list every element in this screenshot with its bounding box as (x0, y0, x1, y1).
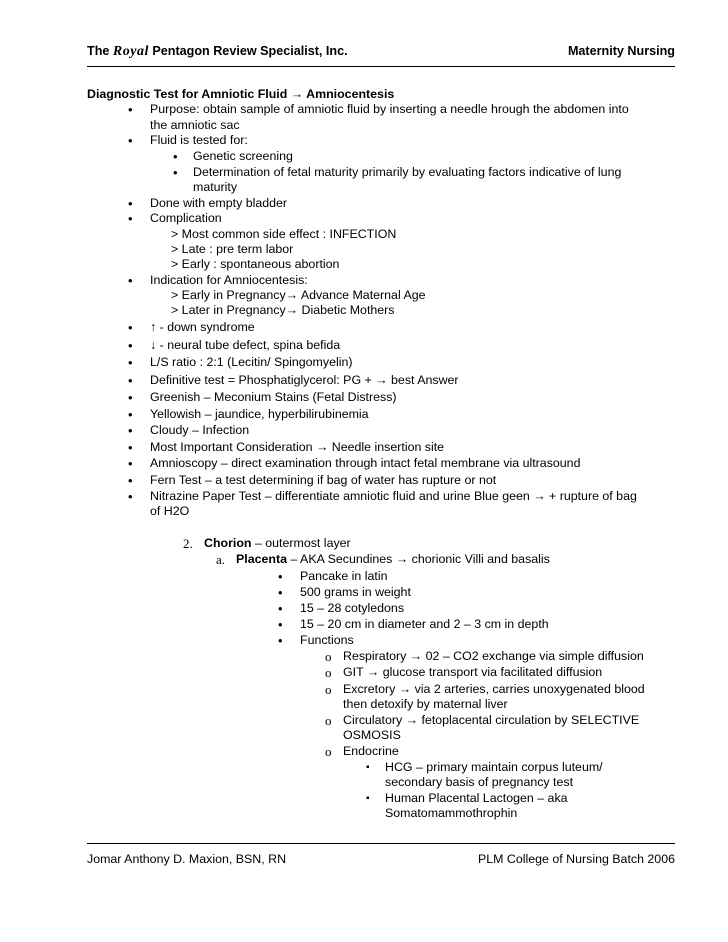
complication-1: > Most common side effect : INFECTION (171, 227, 397, 241)
cloudy: Cloudy – Infection (150, 423, 250, 437)
placenta-item: 15 – 28 cotyledons (300, 601, 405, 615)
bullet: • (128, 338, 133, 353)
endocrine-hcg-2: secondary basis of pregnancy test (385, 775, 574, 789)
fern-test: Fern Test – a test determining if bag of water has rupture or not (150, 473, 497, 487)
chorion-heading (204, 536, 351, 551)
bullet: • (173, 149, 178, 164)
bullet: • (173, 165, 178, 180)
bullet: • (128, 355, 133, 370)
function-excretory-1: Excretory → via 2 arteries, carries unoxygenated blood (343, 682, 645, 696)
endocrine-hpl-2: Somatomammothrophin (385, 806, 518, 820)
bullet: • (128, 196, 133, 211)
indication: Indication for Amniocentesis: (150, 273, 308, 287)
header-royal-logo: Royal (112, 44, 149, 59)
page-header (87, 44, 675, 60)
placenta-item: Pancake in latin (300, 569, 388, 583)
bullet: • (128, 489, 133, 504)
tested-maturity-1: Determination of fetal maturity primarily by evaluating factors indicative of lung (193, 165, 622, 179)
circle-bullet: o (325, 665, 332, 680)
circle-bullet: o (325, 744, 332, 759)
important-consideration: Most Important Consideration → Needle insertion site (150, 440, 445, 454)
bullet: • (128, 211, 133, 226)
bullet: • (128, 407, 133, 422)
complication-2: > Late : pre term labor (171, 242, 294, 256)
placenta-functions: Functions (300, 633, 354, 647)
bullet: • (278, 585, 283, 600)
up-arrow-item: ↑ - down syndrome (150, 320, 255, 334)
placenta-item: 500 grams in weight (300, 585, 411, 599)
header-subject: Maternity Nursing (567, 44, 675, 58)
footer-author: Jomar Anthony D. Maxion, BSN, RN (87, 852, 287, 866)
bullet: • (278, 617, 283, 632)
placenta-term: Placenta (236, 552, 287, 566)
square-bullet: ▪ (366, 793, 370, 804)
footer-rule (87, 843, 675, 844)
purpose-line-2: the amniotic sac (150, 118, 240, 132)
chorion-desc: – outermost layer (251, 536, 351, 550)
header-the: The (87, 44, 110, 58)
indication-2: > Later in Pregnancy→ Diabetic Mothers (171, 303, 395, 317)
footer-school: PLM College of Nursing Batch 2006 (478, 852, 675, 866)
definitive-test: Definitive test = Phosphatiglycerol: PG + → best Answer (150, 373, 459, 387)
bullet: • (128, 133, 133, 148)
bullet: • (128, 423, 133, 438)
header-company-name: Pentagon Review Specialist, Inc. (152, 44, 348, 58)
placenta-desc: – AKA Secundines → chorionic Villi and basalis (286, 552, 550, 566)
bullet: • (278, 601, 283, 616)
bullet: • (128, 320, 133, 335)
circle-bullet: o (325, 682, 332, 697)
bullet: • (128, 440, 133, 455)
bullet: • (128, 456, 133, 471)
function-circulatory-2: OSMOSIS (343, 728, 401, 742)
indication-1: > Early in Pregnancy→ Advance Maternal Age (171, 288, 426, 302)
function-git: GIT → glucose transport via facilitated diffusion (343, 665, 603, 679)
complication: Complication (150, 211, 222, 225)
bullet: • (278, 633, 283, 648)
complication-3: > Early : spontaneous abortion (171, 257, 340, 271)
amnioscopy: Amnioscopy – direct examination through intact fetal membrane via ultrasound (150, 456, 581, 470)
tested-genetic: Genetic screening (193, 149, 293, 163)
placenta-heading (236, 552, 550, 567)
header-company (87, 44, 348, 60)
ls-ratio: L/S ratio : 2:1 (Lecitin/ Spingomyelin) (150, 355, 353, 369)
down-arrow-item: ↓ - neural tube defect, spina befida (150, 338, 341, 352)
endocrine-hcg-1: HCG – primary maintain corpus luteum/ (385, 760, 603, 774)
bullet: • (128, 390, 133, 405)
chorion-term: Chorion (204, 536, 252, 550)
bullet: • (278, 569, 283, 584)
purpose-line-1: Purpose: obtain sample of amniotic fluid by inserting a needle hrough the abdomen into (150, 102, 629, 116)
bullet: • (128, 373, 133, 388)
nitrazine-line-1: Nitrazine Paper Test – differentiate amniotic fluid and urine Blue geen → + rupture of bag (150, 489, 637, 503)
chorion-number: 2. (183, 536, 193, 551)
yellowish: Yellowish – jaundice, hyperbilirubinemia (150, 407, 369, 421)
tested-for: Fluid is tested for: (150, 133, 248, 147)
endocrine-hpl-1: Human Placental Lactogen – aka (385, 791, 568, 805)
header-rule (87, 66, 675, 67)
nitrazine-line-2: of H2O (150, 504, 190, 518)
bullet: • (128, 102, 133, 117)
tested-maturity-2: maturity (193, 180, 238, 194)
function-circulatory-1: Circulatory → fetoplacental circulation by SELECTIVE (343, 713, 640, 727)
circle-bullet: o (325, 649, 332, 664)
bullet: • (128, 273, 133, 288)
function-excretory-2: then detoxify by maternal liver (343, 697, 508, 711)
greenish: Greenish – Meconium Stains (Fetal Distress) (150, 390, 397, 404)
function-respiratory: Respiratory → 02 – CO2 exchange via simple diffusion (343, 649, 644, 663)
placenta-item: 15 – 20 cm in diameter and 2 – 3 cm in depth (300, 617, 549, 631)
circle-bullet: o (325, 713, 332, 728)
square-bullet: ▪ (366, 762, 370, 773)
section-title: Diagnostic Test for Amniotic Fluid → Amniocentesis (87, 87, 395, 101)
function-endocrine: Endocrine (343, 744, 399, 758)
bullet: • (128, 473, 133, 488)
empty-bladder: Done with empty bladder (150, 196, 288, 210)
placenta-letter: a. (216, 552, 226, 567)
